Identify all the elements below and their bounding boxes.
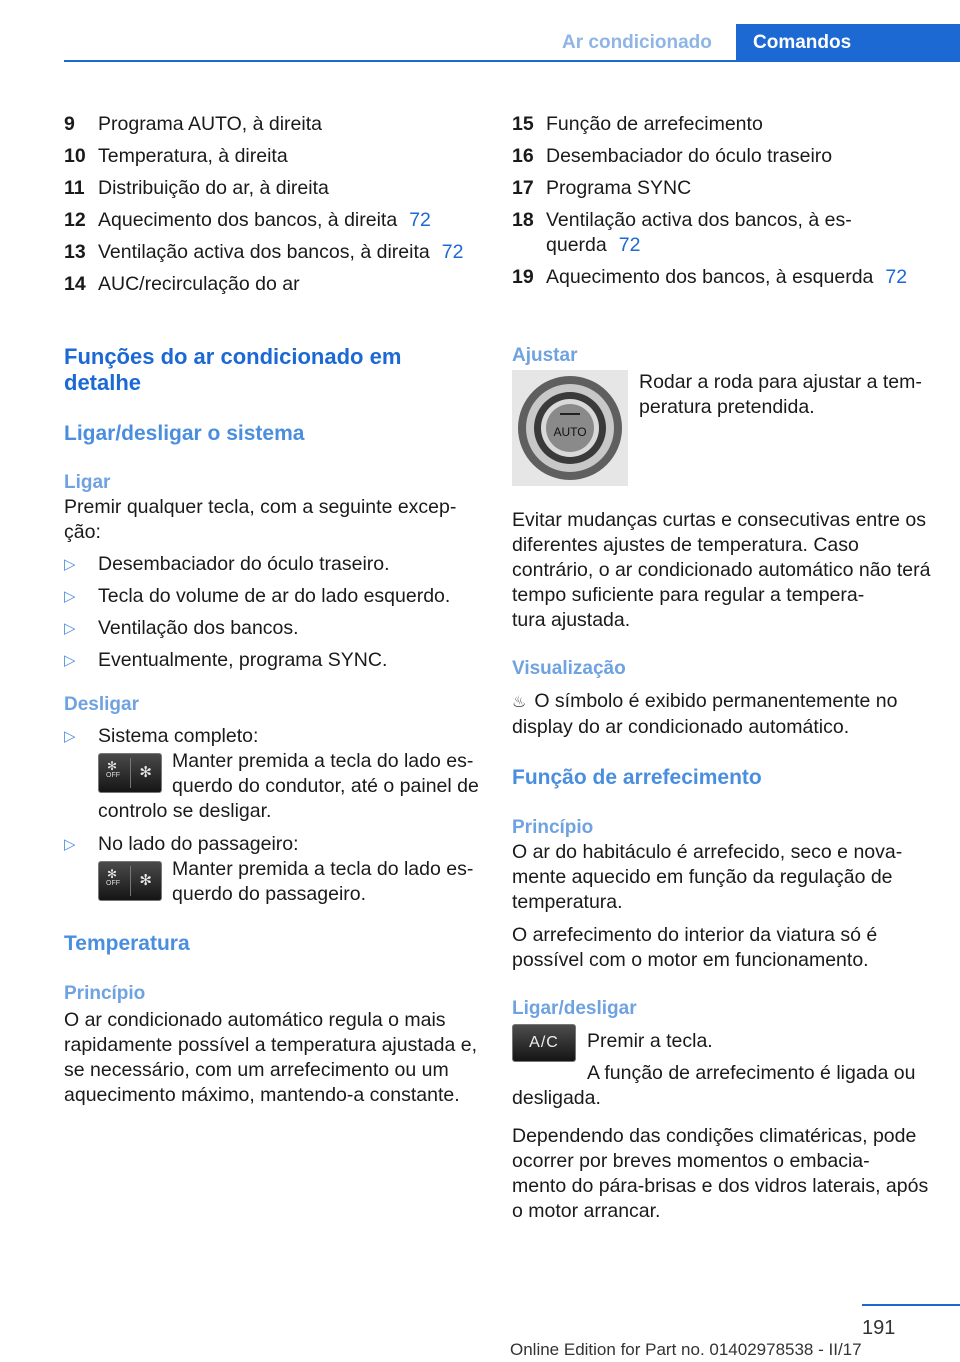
heading-off: Desligar: [64, 694, 139, 715]
heading-cooling: Função de arrefecimento: [512, 766, 762, 789]
page-header: [0, 0, 960, 62]
heading-functions-detail: Funções do ar condicionado em detalhe: [64, 344, 402, 395]
legend-list-left: [64, 112, 480, 297]
list-item: 13 Ventilação activa dos bancos, à direita 72: [64, 241, 464, 263]
page-ref-link[interactable]: 72: [409, 209, 431, 231]
paragraph-display: ♨ O símbolo é exibido permanentemente no display do ar condicionado automático.: [512, 690, 898, 738]
paragraph-avoid-changes: Evitar mudanças curtas e consecutivas entre os diferentes ajustes de temperatura. Caso contrário, o ar condicionado automático não terá tempo suficiente para regular a tempera- tura ajustada.: [512, 509, 931, 631]
on-exceptions-list: [64, 552, 480, 673]
auto-knob-image: [512, 370, 628, 486]
triangle-bullet-icon: ▷: [64, 728, 76, 745]
fan-off-button-image: ✻ OFF ✻: [98, 861, 162, 901]
svg-text:AUTO: AUTO: [553, 425, 587, 439]
list-item: 17 Programa SYNC: [512, 177, 692, 199]
right-column: [512, 112, 932, 1224]
auto-knob-icon: [514, 372, 626, 484]
legend-list-right: [512, 112, 932, 290]
triangle-bullet-icon: ▷: [64, 556, 76, 573]
footer-rule: [862, 1304, 960, 1306]
fan-icon: ✻: [107, 759, 118, 773]
paragraph-temperature: O ar condicionado automático regula o mais rapidamente possível a temperatura ajustada e, se necessário, com um arrefecimento ou um aquecimento máximo, mantendo-a constante.: [64, 1009, 477, 1106]
page-number: 191: [862, 1317, 896, 1339]
list-item: ▷ No lado do passageiro: ✻ OFF ✻ Manter premida a tecla do lado es- querdo do passageiro.: [64, 833, 474, 905]
paragraph-adjust: Rodar a roda para ajustar a tem- peratura pretendida.: [639, 371, 922, 418]
heading-adjust: Ajustar: [512, 345, 578, 366]
list-item: ▷ Tecla do volume de ar do lado esquerdo.: [64, 585, 451, 607]
triangle-bullet-icon: ▷: [64, 836, 76, 853]
heat-waves-icon: ♨: [512, 694, 527, 711]
paragraph-press-key: Premir a tecla.: [587, 1030, 713, 1052]
triangle-bullet-icon: ▷: [64, 588, 76, 605]
list-item: 10 Temperatura, à direita: [64, 145, 288, 167]
list-item: ▷ Eventualmente, programa SYNC.: [64, 649, 388, 671]
fan-off-button-image: ✻ OFF ✻: [98, 753, 162, 793]
edition-note: Online Edition for Part no. 01402978538 - II/17: [510, 1340, 862, 1359]
list-item: 18 Ventilação activa dos bancos, à es- querda 72: [512, 209, 852, 256]
fan-icon: ✻: [139, 872, 152, 889]
list-item: ▷ Sistema completo: ✻ OFF ✻ Manter premida a tecla do lado es- querdo do condutor, até o painel de controlo se desligar.: [64, 725, 479, 822]
heading-onoff-cooling: Ligar/desligar: [512, 998, 637, 1019]
fan-icon: ✻: [139, 764, 152, 781]
list-item: 19 Aquecimento dos bancos, à esquerda 72: [512, 266, 908, 288]
paragraph-fogging: Dependendo das condições climatéricas, pode ocorrer por breves momentos o embacia- mento do pára-brisas e dos vidros laterais, após o motor arrancar.: [512, 1125, 929, 1222]
heading-on: Ligar: [64, 472, 111, 493]
paragraph-cooling-1: O ar do habitáculo é arrefecido, seco e nova- mente aquecido em função da regulação de temperatura.: [512, 841, 903, 913]
list-item: 9 Programa AUTO, à direita: [64, 113, 322, 135]
list-item: ▷ Desembaciador do óculo traseiro.: [64, 553, 390, 575]
fan-icon: ✻: [107, 867, 118, 881]
heading-temperature: Temperatura: [64, 932, 190, 955]
list-item: 15 Função de arrefecimento: [512, 113, 763, 135]
page-ref-link[interactable]: 72: [441, 241, 464, 263]
triangle-bullet-icon: ▷: [64, 652, 76, 669]
header-rule: [64, 60, 960, 62]
heading-principle: Princípio: [64, 983, 146, 1004]
list-item: ▷ Ventilação dos bancos.: [64, 617, 299, 639]
paragraph-toggle-cooling: A função de arrefecimento é ligada ou desligada.: [512, 1062, 916, 1109]
heading-onoff-system: Ligar/desligar o sistema: [64, 422, 305, 445]
header-section-title: Ar condicionado: [562, 32, 712, 53]
list-item: 12 Aquecimento dos bancos, à direita 72: [64, 209, 431, 231]
left-column: [64, 112, 480, 1108]
paragraph-cooling-2: O arrefecimento do interior da viatura só é possível com o motor em funcionamento.: [512, 924, 878, 971]
list-item: 16 Desembaciador do óculo traseiro: [512, 145, 833, 167]
heading-principle-cooling: Princípio: [512, 817, 594, 838]
header-chapter-tab: Comandos: [736, 24, 960, 61]
ac-button-image: A/C: [512, 1024, 576, 1062]
paragraph-on: Premir qualquer tecla, com a seguinte excep- ção:: [64, 496, 457, 543]
list-item: 11 Distribuição do ar, à direita: [64, 177, 329, 199]
page-ref-link[interactable]: 72: [885, 266, 908, 288]
list-item: 14 AUC/recirculação do ar: [64, 273, 300, 295]
heading-display: Visualização: [512, 658, 626, 679]
triangle-bullet-icon: ▷: [64, 620, 76, 637]
page-ref-link[interactable]: 72: [618, 234, 641, 256]
off-list: [64, 724, 480, 907]
